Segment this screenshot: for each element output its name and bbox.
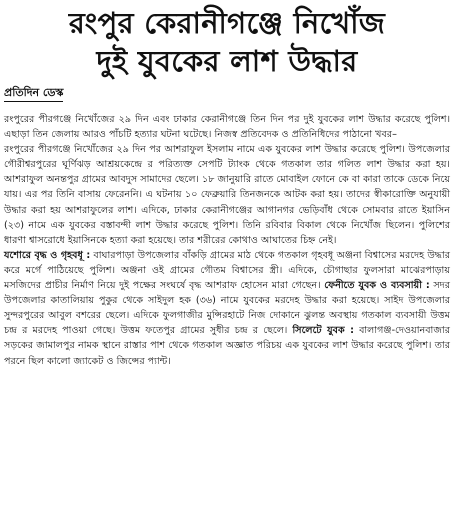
headline xyxy=(2,0,452,80)
subheading-sylhet: সিলেটে যুবক : xyxy=(292,325,354,337)
paragraph-jessore-feni-sylhet xyxy=(4,248,450,369)
article-body xyxy=(2,112,452,369)
paragraph-rangpur-keraniganj: রংপুরের পীরগঞ্জে নিখোঁজের ২৯ দিন পর আশরাফুল ইসলাম নামে এক যুবকের লাশ উদ্ধার করেছে পুলিশ। উপজেলার গৌরীশ্বরপুরের ঘূর্ণিঝড় আশ্রয়কেন্দ্রে র পরিত্যক্ত সেপটি ট্যাংক থেকে গতকাল তার গলিত লাশ উদ্ধার করা হয়। আশরাফুল অনন্তপুর গ্রামের আবদুস সামাদের ছেলে। ১৮ জানুয়ারি রাতে মোবাইল ফোনে কে বা কারা তাকে ডেকে নিয়ে যায়। এর পর তিনি বাসায় ফেরেননি। এ ঘটনায় ১০ ফেব্রুয়ারি তিনজনকে আটক করা হয়। তাদের স্বীকারোক্তি অনুযায়ী উদ্ধার করা হয় আশরাফুলের লাশ। এদিকে, ঢাকার কেরানীগঞ্জের আগানগর ভেড়িবাঁধ থেকে সোমবার রাতে ইয়াসিন (২৩) নামে এক যুবকের বস্তাবন্দী লাশ উদ্ধার করেছে পুলিশ। তিনি রবিবার বিকাল থেকে নিখোঁজ ছিলেন। পুলিশের ধারণা শ্বাসরোধে ইয়াসিনকে হত্যা করা হয়েছে। তার শরীরের কোথাও আঘাতের চিহ্ন নেই। xyxy=(4,144,450,246)
paragraph-intro: রংপুরের পীরগঞ্জে নিখোঁজের ২৯ দিন এবং ঢাকার কেরানীগঞ্জে তিন দিন পর দুই যুবকের লাশ উদ্ধার করেছে পুলিশ। এছাড়া তিন জেলায় আরও পাঁচটি হত্যার ঘটনা ঘটেছে। নিজস্ব প্রতিবেদক ও প্রতিনিধিদের পাঠানো খবর– xyxy=(4,114,450,141)
subheading-jessore: যশোরে বৃদ্ধ ও গৃহবধূ : xyxy=(4,249,91,261)
text-sylhet: বালাগঞ্জ-দেওয়ানবাজার সড়কের জামালপুর নামক স্থানে রাস্তার পাশ থেকে গতকাল অজ্ঞাত পরিচয় এক যুবকের লাশ উদ্ধার করেছে পুলিশ। তার পরনে ছিল কালো জ্যাকেট ও জিন্সের প্যান্ট। xyxy=(4,325,450,367)
text-jessore: বাঘারপাড়া উপজেলার বাঁকড়ি গ্রামের মাঠ থেকে গতকাল গৃহবধূ অঞ্জনা বিশ্বাসের মরদেহ উদ্ধার করে মর্গে পাঠিয়েছে পুলিশ। অঞ্জনা ওই গ্রামের গৌতম বিশ্বাসের স্ত্রী। এদিকে, চৌগাছার ফুলসারা মাঝেরপাড়ায় মসজিদের প্রাচীর নির্মাণ নিয়ে দুই পক্ষের সংঘর্ষে বৃদ্ধ আশরাফ হোসেন মারা গেছেন। xyxy=(4,249,450,292)
text-feni: সদর উপজেলার কাতালিয়ায় পুকুর থেকে সাইদুল হক (৩৬) নামে যুবকের মরদেহ উদ্ধার করা হয়েছে। সাইদ উপজেলার সুন্দরপুরের আবুল বশরের ছেলে। এদিকে ফুলগাজীর মুন্সিরহাটে নিজ দোকানে ঝুলন্ত অবস্থায় গতকাল ব্যবসায়ী উত্তম চন্দ্র র মরদেহ পাওয়া গেছে। উত্তম ফতেপুর গ্রামের সুধীর চন্দ্র র ছেলে। xyxy=(4,280,450,337)
subheading-feni: ফেনীতে যুবক ও ব্যবসায়ী : xyxy=(324,280,430,292)
headline-line-1: রংপুর কেরানীগঞ্জে নিখোঁজ xyxy=(68,6,386,40)
headline-line-2: দুই যুবকের লাশ উদ্ধার xyxy=(96,44,358,78)
byline: প্রতিদিন ডেস্ক xyxy=(4,86,63,102)
news-clipping xyxy=(2,0,452,507)
